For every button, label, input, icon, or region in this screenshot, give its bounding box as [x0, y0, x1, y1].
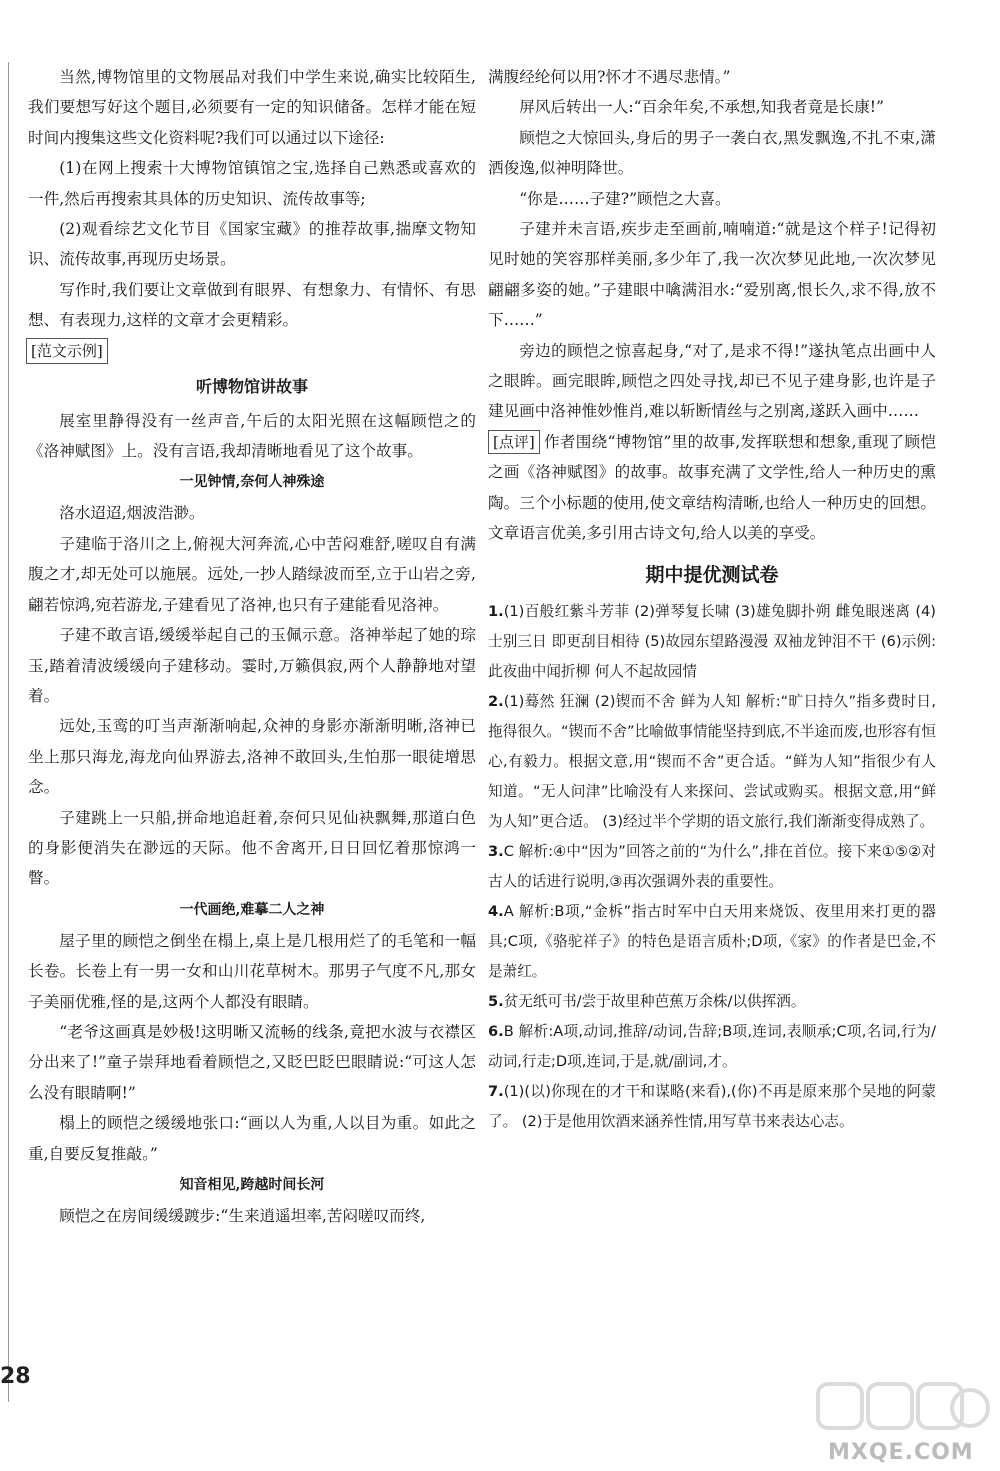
left-margin-rule	[8, 62, 9, 1402]
answer-number: 5.	[488, 992, 504, 1010]
essay-subheading: 一见钟情,奈何人神殊途	[179, 474, 325, 491]
comment-text: 作者围绕“博物馆”里的故事,发挥联想和想象,重现了顾恺之画《洛神赋图》的故事。故事充满了文学性,给人一种历史的熏陶。三个小标题的使用,使文章结构清晰,也给人一种历史的回想。文章语言优美,多引用古诗文句,给人以美的享受。	[488, 432, 936, 543]
comment-paragraph	[488, 427, 936, 549]
essay-paragraph: 子建跳上一只船,拼命地追赶着,奈何只见仙袂飘舞,那道白色的身影便消失在渺远的天际。他不舍离开,日日回忆着那惊鸿一瞥。	[28, 808, 476, 888]
right-column	[488, 62, 936, 1137]
answer-text: (1)百般红紫斗芳菲 (2)弹琴复长啸 (3)雄兔脚扑朔 雌兔眼迷离 (4)士别三日 即更刮目相待 (5)故园东望路漫漫 双袖龙钟泪不干 (6)示例:此夜曲中闻折柳 何人不起故园情	[488, 602, 936, 680]
answer-item	[488, 597, 936, 687]
comment-label: [点评]	[488, 430, 540, 454]
essay-paragraph: 顾恺之在房间缓缓踱步:“生来逍遥坦率,苦闷嗟叹而终,	[59, 1207, 426, 1225]
essay-paragraph-continued: 满腹经纶何以用?怀才不遇尽悲情。”	[488, 68, 731, 86]
essay-paragraph: 顾恺之大惊回头,身后的男子一袭白衣,黑发飘逸,不扎不束,潇洒俊逸,似神明降世。	[488, 128, 936, 178]
answer-text: C 解析:④中“因为”回答之前的“为什么”,排在首位。接下来①⑤②对古人的话进行说明,③再次强调外表的重要性。	[488, 842, 936, 890]
intro-paragraph: 写作时,我们要让文章做到有眼界、有想象力、有情怀、有思想、有表现力,这样的文章才会更精彩。	[28, 280, 476, 330]
answer-text: B 解析:A项,动词,推辞/动词,告辞;B项,连词,表顺承;C项,名词,行为/动词,行走;D项,连词,于是,就/副词,才。	[488, 1022, 936, 1070]
intro-paragraph: (1)在网上搜索十大博物馆镇馆之宝,选择自己熟悉或喜欢的一件,然后再搜索其具体的历史知识、流传故事等;	[28, 159, 476, 208]
essay-paragraph: 远处,玉鸾的叮当声渐渐响起,众神的身影亦渐渐明晰,洛神已坐上那只海龙,海龙向仙界游去,洛神不敢回头,生怕那一眼徒增思念。	[28, 717, 476, 797]
essay-paragraph: “老爷这画真是妙极!这明晰又流畅的线条,竟把水波与衣襟区分出来了!”童子崇拜地看着顾恺之,又眨巴眨巴眼睛说:“可这人怎么没有眼睛啊!”	[28, 1022, 476, 1102]
essay-paragraph: 洛水迢迢,烟波浩渺。	[59, 504, 205, 523]
intro-paragraph: (2)观看综艺文化节目《国家宝藏》的推荐故事,揣摩文物知识、流传故事,再现历史场景。	[28, 220, 476, 269]
essay-paragraph: 屏风后转出一人:“百余年矣,不承想,知我者竟是长康!”	[519, 98, 885, 117]
essay-paragraph: 子建临于洛川之上,俯视大河奔流,心中苦闷难舒,嗟叹自有满腹之才,却无处可以施展。远处,一抄人踏绿波而至,立于山岩之旁,翩若惊鸿,宛若游龙,子建看见了洛神,也只有子建能看见洛神。	[28, 534, 476, 614]
exam-title: 期中提优测试卷	[645, 563, 779, 586]
answer-item	[488, 1077, 936, 1137]
essay-subheading: 知音相见,跨越时间长河	[179, 1177, 325, 1193]
answer-number: 6.	[488, 1022, 504, 1040]
answer-number: 2.	[488, 692, 504, 710]
left-column	[28, 62, 476, 1231]
answer-text: A 解析:B项,“金柝”指古时军中白天用来烧饭、夜里用来打更的器具;C项,《骆驼祥子》的特色是语言质朴;D项,《家》的作者是巴金,不是萧红。	[488, 902, 936, 980]
answer-item	[488, 897, 936, 987]
answer-list	[488, 597, 936, 1137]
answer-text: 贫无纸可书/尝于故里种芭蕉万余株/以供挥洒。	[503, 992, 806, 1010]
answer-item	[488, 687, 936, 837]
section-label-example: [范文示例]	[26, 338, 108, 364]
essay-paragraph: 榻上的顾恺之缓缓地张口:“画以人为重,人以目为重。如此之重,自要反复推敲。”	[28, 1114, 476, 1163]
answer-number: 3.	[488, 842, 504, 860]
essay-paragraph: 旁边的顾恺之惊喜起身,“对了,是求不得!”遂执笔点出画中人之眼眸。画完眼眸,顾恺之四处寻找,却已不见子建身影,也许是子建见画中洛神惟妙惟肖,难以斩断情丝与之别离,遂跃入画中……	[488, 341, 936, 421]
essay-opening: 展室里静得没有一丝声音,午后的太阳光照在这幅顾恺之的《洛神赋图》上。没有言语,我却清晰地看见了这个故事。	[28, 411, 476, 461]
essay-title: 听博物馆讲故事	[195, 376, 308, 396]
answer-text: (1)蓦然 狂澜 (2)锲而不舍 鲜为人知 解析:“旷日持久”指多费时日,拖得很久。“锲而不舍”比喻做事情能坚持到底,不半途而废,也形容有恒心,有毅力。根据文意,用“锲而不舍”更合适。“鲜为人知”指很少有人知道。“无人问津”比喻没有人来探问、尝试或购买。根据文意,用“鲜为人知”更合适。 (3)经过半个学期的语文旅行,我们渐渐变得成熟了。	[488, 692, 936, 830]
essay-subheading: 一代画绝,难摹二人之神	[179, 901, 325, 918]
answer-number: 4.	[488, 902, 504, 920]
essay-paragraph: 子建并未言语,疾步走至画前,喃喃道:“就是这个样子!记得初见时她的笑容那样美丽,多少年了,我一次次梦见此地,一次次梦见翩翩多姿的她。”子建眼中噙满泪水:“爱别离,恨长久,求不得,放不下……”	[488, 220, 936, 330]
essay-paragraph: “你是……子建?”顾恺之大喜。	[519, 189, 731, 208]
page-number: 28	[0, 1364, 31, 1389]
answer-item	[488, 1017, 936, 1077]
intro-paragraph: 当然,博物馆里的文物展品对我们中学生来说,确实比较陌生,我们要想写好这个题目,必须要有一定的知识储备。怎样才能在短时间内搜集这些文化资料呢?我们可以通过以下途径:	[28, 68, 476, 147]
answer-text: (1)(以)你现在的才干和谋略(来看),(你)不再是原来那个吴地的阿蒙了。 (2)于是他用饮酒来涵养性情,用写草书来表达心志。	[488, 1082, 936, 1130]
essay-paragraph: 子建不敢言语,缓缓举起自己的玉佩示意。洛神举起了她的琮玉,踏着清波缓缓向子建移动。霎时,万籁俱寂,两个人静静地对望着。	[28, 626, 476, 705]
answer-number: 1.	[488, 602, 504, 620]
watermark-text: MXQE.COM	[828, 1440, 974, 1465]
essay-paragraph: 屋子里的顾恺之倒坐在榻上,桌上是几根用烂了的毛笔和一幅长卷。长卷上有一男一女和山川花草树木。那男子气度不凡,那女子美丽优雅,怪的是,这两个人都没有眼睛。	[28, 931, 476, 1011]
answer-number: 7.	[488, 1082, 504, 1100]
answer-item	[488, 987, 936, 1017]
answer-item	[488, 837, 936, 897]
